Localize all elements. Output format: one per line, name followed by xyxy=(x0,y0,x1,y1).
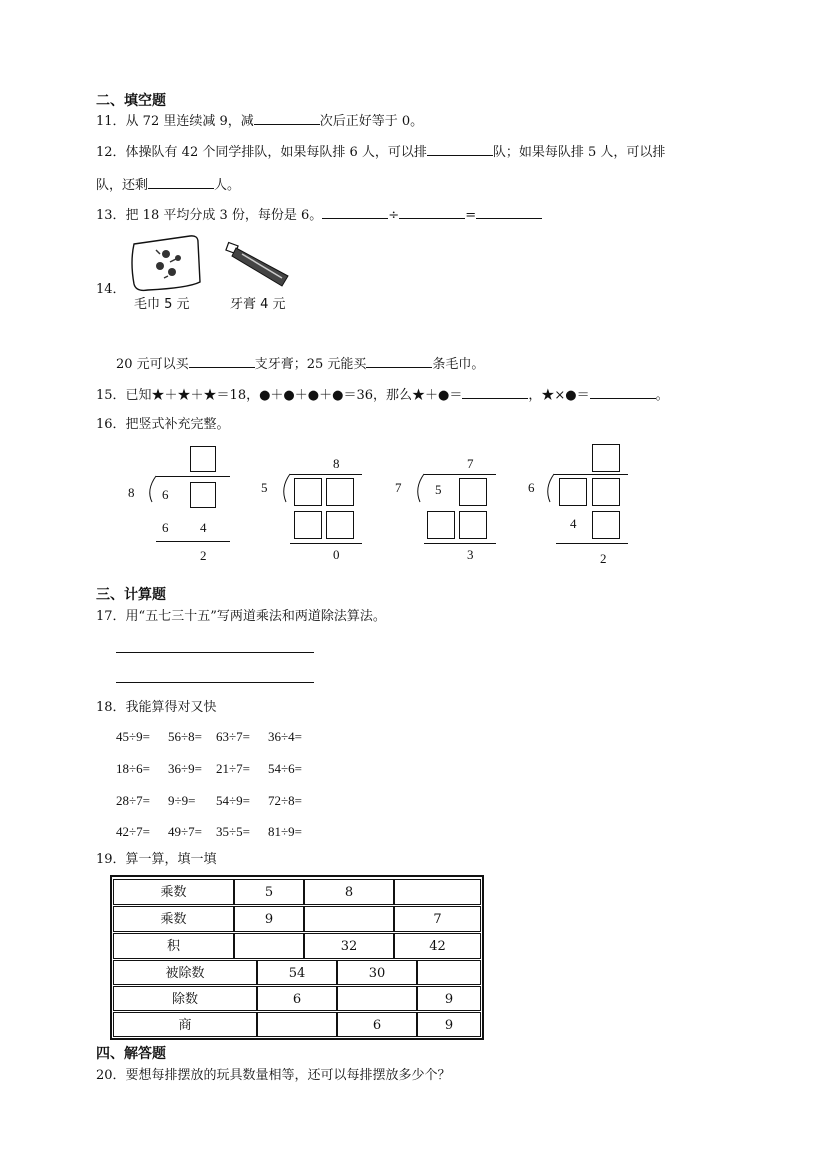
answer-box[interactable] xyxy=(190,482,216,508)
q12-text-mid: 队；如果每队排 5 人，可以排 xyxy=(492,145,666,160)
answer-box[interactable] xyxy=(427,511,455,539)
table-cell[interactable] xyxy=(417,960,481,985)
q11-text-end: 次后正好等于 0。 xyxy=(319,114,424,129)
calc-item[interactable]: 63÷7= xyxy=(216,729,250,744)
table-cell[interactable]: 8 xyxy=(304,879,394,905)
quotient: 7 xyxy=(467,456,474,471)
divide-sign: ÷ xyxy=(388,208,400,223)
table-cell[interactable]: 9 xyxy=(234,906,304,932)
calc-item[interactable]: 56÷8= xyxy=(168,729,202,744)
calc-item[interactable]: 49÷7= xyxy=(168,824,202,839)
calc-item[interactable]: 54÷9= xyxy=(216,793,250,808)
answer-box[interactable] xyxy=(190,446,216,472)
table-cell[interactable]: 6 xyxy=(257,986,337,1011)
division-bracket xyxy=(282,474,294,502)
q14-text-mid: 支牙膏；25 元能买 xyxy=(254,357,367,372)
table-cell[interactable]: 54 xyxy=(257,960,337,985)
digit: 6 xyxy=(162,520,169,535)
table-cell[interactable]: 9 xyxy=(417,986,481,1011)
answer-box[interactable] xyxy=(294,511,322,539)
q12-text-end: 人。 xyxy=(214,178,241,193)
q12-text-line2: 队，还剩 xyxy=(96,178,149,193)
answer-box[interactable] xyxy=(592,511,620,539)
towel-icon xyxy=(128,232,208,294)
table-cell[interactable] xyxy=(394,879,481,905)
table-cell[interactable] xyxy=(234,933,304,959)
q15-text-end: 。 xyxy=(655,388,669,403)
division-bracket xyxy=(546,474,558,502)
calc-item[interactable]: 45÷9= xyxy=(116,729,150,744)
subtract-bar xyxy=(556,543,628,544)
section-title: 三、计算题 xyxy=(96,587,166,603)
question-17: 17．用“五七三十五”写两道乘法和两道除法算法。 xyxy=(96,609,386,624)
answer-box[interactable] xyxy=(326,511,354,539)
section-title: 二、填空题 xyxy=(96,93,166,109)
toothpaste-price-label: 牙膏 4 元 xyxy=(230,297,286,312)
division-bar xyxy=(290,474,362,475)
calc-item[interactable]: 54÷6= xyxy=(268,761,302,776)
calc-item[interactable]: 21÷7= xyxy=(216,761,250,776)
answer-box[interactable] xyxy=(559,478,587,506)
q15-text-mid: ，★×●＝ xyxy=(528,388,590,403)
q14-text-end: 条毛巾。 xyxy=(432,357,485,372)
table-row-header: 除数 xyxy=(113,986,257,1011)
q13-text: 13．把 18 平均分成 3 份，每份是 6。 xyxy=(96,208,323,223)
toothpaste-icon xyxy=(226,240,292,288)
subtract-bar xyxy=(424,543,496,544)
divisor: 6 xyxy=(528,480,535,495)
answer-blank[interactable] xyxy=(476,207,542,219)
table-cell[interactable] xyxy=(304,906,394,932)
question-15 xyxy=(96,387,669,404)
table-cell[interactable]: 7 xyxy=(394,906,481,932)
division-bar xyxy=(554,474,628,475)
question-18: 18．我能算得对又快 xyxy=(96,700,217,715)
question-13 xyxy=(96,207,542,224)
q11-text: 11．从 72 里连续减 9，减 xyxy=(96,114,254,129)
question-12-line2 xyxy=(96,177,240,194)
digit: 6 xyxy=(162,487,169,502)
table-cell[interactable] xyxy=(337,986,417,1011)
division-bar xyxy=(424,474,496,475)
answer-box[interactable] xyxy=(459,511,487,539)
table-row-header: 乘数 xyxy=(113,906,234,932)
digit: 5 xyxy=(435,482,442,497)
divisor: 5 xyxy=(261,480,268,495)
table-row-header: 被除数 xyxy=(113,960,257,985)
calc-item[interactable]: 18÷6= xyxy=(116,761,150,776)
remainder: 2 xyxy=(600,551,607,566)
answer-blank[interactable] xyxy=(590,387,656,399)
q14-text: 20 元可以买 xyxy=(116,357,189,372)
answer-line[interactable] xyxy=(116,652,314,653)
calc-item[interactable]: 36÷4= xyxy=(268,729,302,744)
towel-price-label: 毛巾 5 元 xyxy=(134,297,190,312)
calc-item[interactable]: 9÷9= xyxy=(168,793,196,808)
calc-item[interactable]: 72÷8= xyxy=(268,793,302,808)
subtract-bar xyxy=(156,541,230,542)
answer-box[interactable] xyxy=(294,478,322,506)
divisor: 8 xyxy=(128,485,135,500)
table-cell[interactable]: 9 xyxy=(417,1012,481,1037)
calc-item[interactable]: 35÷5= xyxy=(216,824,250,839)
question-16: 16．把竖式补充完整。 xyxy=(96,417,230,432)
quotient: 8 xyxy=(333,456,340,471)
answer-blank[interactable] xyxy=(148,177,214,189)
division-bar xyxy=(156,476,230,477)
question-20: 20．要想每排摆放的玩具数量相等，还可以每排摆放多少个？ xyxy=(96,1068,451,1083)
answer-box[interactable] xyxy=(459,478,487,506)
answer-blank[interactable] xyxy=(189,356,255,368)
table-cell[interactable]: 32 xyxy=(304,933,394,959)
answer-blank[interactable] xyxy=(366,356,432,368)
question-19: 19．算一算，填一填 xyxy=(96,852,217,867)
remainder: 2 xyxy=(200,548,207,563)
calc-item[interactable]: 42÷7= xyxy=(116,824,150,839)
calc-item[interactable]: 36÷9= xyxy=(168,761,202,776)
calc-item[interactable]: 28÷7= xyxy=(116,793,150,808)
digit: 4 xyxy=(200,520,207,535)
answer-line[interactable] xyxy=(116,682,314,683)
section-title: 四、解答题 xyxy=(96,1046,166,1062)
table-cell[interactable] xyxy=(257,1012,337,1037)
table-row-header: 乘数 xyxy=(113,879,234,905)
answer-blank[interactable] xyxy=(462,387,528,399)
divisor: 7 xyxy=(395,480,402,495)
answer-box[interactable] xyxy=(326,478,354,506)
table-row-header: 商 xyxy=(113,1012,257,1037)
division-bracket xyxy=(416,474,428,502)
answer-box[interactable] xyxy=(592,444,620,472)
remainder: 0 xyxy=(333,547,340,562)
question-14-text xyxy=(116,356,484,373)
division-bracket xyxy=(148,476,160,502)
calc-item[interactable]: 81÷9= xyxy=(268,824,302,839)
answer-blank[interactable] xyxy=(254,113,320,125)
question-14-number: 14． xyxy=(96,282,126,297)
remainder: 3 xyxy=(467,547,474,562)
table-cell[interactable]: 30 xyxy=(337,960,417,985)
table-cell[interactable]: 6 xyxy=(337,1012,417,1037)
answer-blank[interactable] xyxy=(427,144,493,156)
digit: 4 xyxy=(570,516,577,531)
table-cell[interactable]: 42 xyxy=(394,933,481,959)
answer-blank[interactable] xyxy=(322,207,388,219)
question-11 xyxy=(96,113,423,130)
answer-blank[interactable] xyxy=(399,207,465,219)
equals-sign: = xyxy=(465,208,477,223)
subtract-bar xyxy=(290,543,362,544)
q12-text: 12．体操队有 42 个同学排队，如果每队排 6 人，可以排 xyxy=(96,145,427,160)
table-cell[interactable]: 5 xyxy=(234,879,304,905)
question-12 xyxy=(96,144,665,161)
answer-box[interactable] xyxy=(592,478,620,506)
q15-text: 15．已知★＋★＋★＝18，●＋●＋●＋●＝36，那么★＋●＝ xyxy=(96,388,463,403)
table-row-header: 积 xyxy=(113,933,234,959)
